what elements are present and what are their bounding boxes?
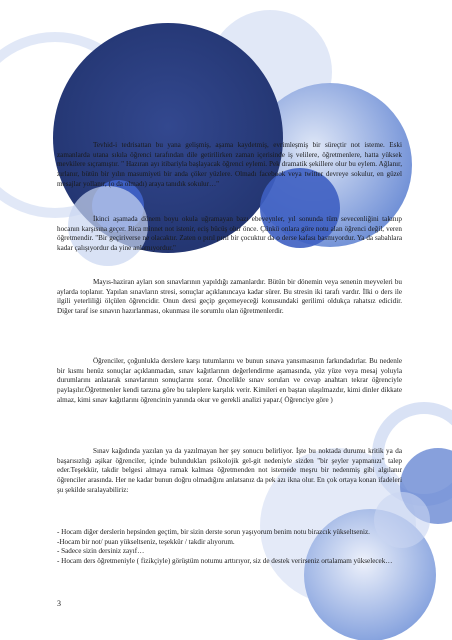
list-item: - Hocam ders öğretmeniyle ( fizikçiyle) görüştüm notumu arttırıyor, siz de destek verirseniz ortalamam yükselecek… <box>57 557 393 566</box>
list-item: -Hocam bir not/ puan yükseltseniz, teşekkür / takdir alıyorum. <box>57 537 235 546</box>
quote-list <box>57 528 402 567</box>
list-item: - Sadece sizin dersiniz zayıf… <box>57 547 145 556</box>
paragraph-4: Öğrenciler, çoğunlukla derslere karşı tutumlarını ve bunun sınava yansımasının farkındadırlar. Bu nedenle bir kısmı henüz sonuçlar açıklanmadan, sınav kağıtlarının değerlendirme aşamasında, yüz yüze veya mesaj yoluyla durumlarını anlatarak sınavlarının sonuçlarını sorar. Öncelikle sınav soruları ve cevap anahtarı tekrar öğrenciyle paylaşılır.Öğretmenler kendi tarzına göre bu taleplere karşılık verir. Kimileri en baştan ulaşılmazdır, kimi dinler dikkate almaz, kimi sınav kağıtlarını öğrencinin yanında okur ve gerekli analizi yapar.( Öğrenciye göre ) <box>57 357 402 404</box>
paragraph-2: İkinci aşamada dönem boyu okula uğramayan bazı ebeveynler, yıl sonunda tüm sevecenliğini takınıp hocanın karşısına geçer. Rica minnet not istenir, eciş bücüş olur önce. Çünkü onlara göre notu alan öğrenci değil, veren öğretmendir. "Bir geçiriverse ne olacaktır. Zaten o pırıl pırıl bir çocuktur da o derse kafası basmıyordur. Ya da sabahlara kadar çalışıyordur da yine anlamıyordur." <box>57 215 402 253</box>
paragraph-5: Sınav kağıdında yazılan ya da yazılmayan her şey sonucu belirliyor. İşte bu noktada durumu kritik ya da başarısızlığı aşikar öğrenciler, içinde bulundukları psikolojik gel-git nedeniyle sizden "bir şeyler yapmanızı" talep eder.Teşekkür, takdir belgesi almaya ramak kalması öğretmenden not istemede meşru bir nedenmiş gibi algılanır öğrenciler arasında. Her ne kadar bunun doğru olmadığını anlatsanız da pek azı ikna olur. En çok ortaya konan ifadeleri şu şekilde sıralayabiliriz: <box>57 447 402 494</box>
page-number: 3 <box>57 599 61 608</box>
paragraph-3: Mayıs-haziran ayları son sınavlarının yapıldığı zamanlardır. Bütün bir dönemin veya senenin meyveleri bu aylarda toplanır. Yapılan sınavların stresi, sonuçlar açıklanıncaya kadar sürer. Bu stresin iki tarafı vardır. İlki o ders ile ilgili yeterliliği ölçülen öğrencidir. Onun dersi geçip geçemeyeceği konusundaki gerilimi oldukça rahatsız edicidir. Diğer taraf ise sınavın hazırlanması, okunması ile sorumlu olan öğretmenlerdir. <box>57 278 402 316</box>
paragraph-1: Tevhid-i tedrisattan bu yana gelişmiş, aşama kaydetmiş, evrimleşmiş bir süreçtir not isteme. Eski zamanlarda utana sıkıla öğrenci tarafından dile getirilirken zaman içerisinde iş velilere, öğretmenlere, hatta yüksek mevkilere sıçramıştır. " Hazıran ayı itibariyla başlayacak öğrenci eylemi. Pek dramatik şekillere olur bu eylem. Ağlanır, zırlanır, bütün bir yılın masumiyeti bir anda çöker yüzlere. Olmadı facebook veya twitter devreye sokulur, en güzel mesajlar yollanır, (o da olmadı) araya tanıdık sokulur…" <box>57 141 402 188</box>
list-item: - Hocam diğer derslerin hepsinden geçtim, bir sizin derste sorun yaşıyorum benim notu birazcık yükseltseniz. <box>57 528 370 536</box>
